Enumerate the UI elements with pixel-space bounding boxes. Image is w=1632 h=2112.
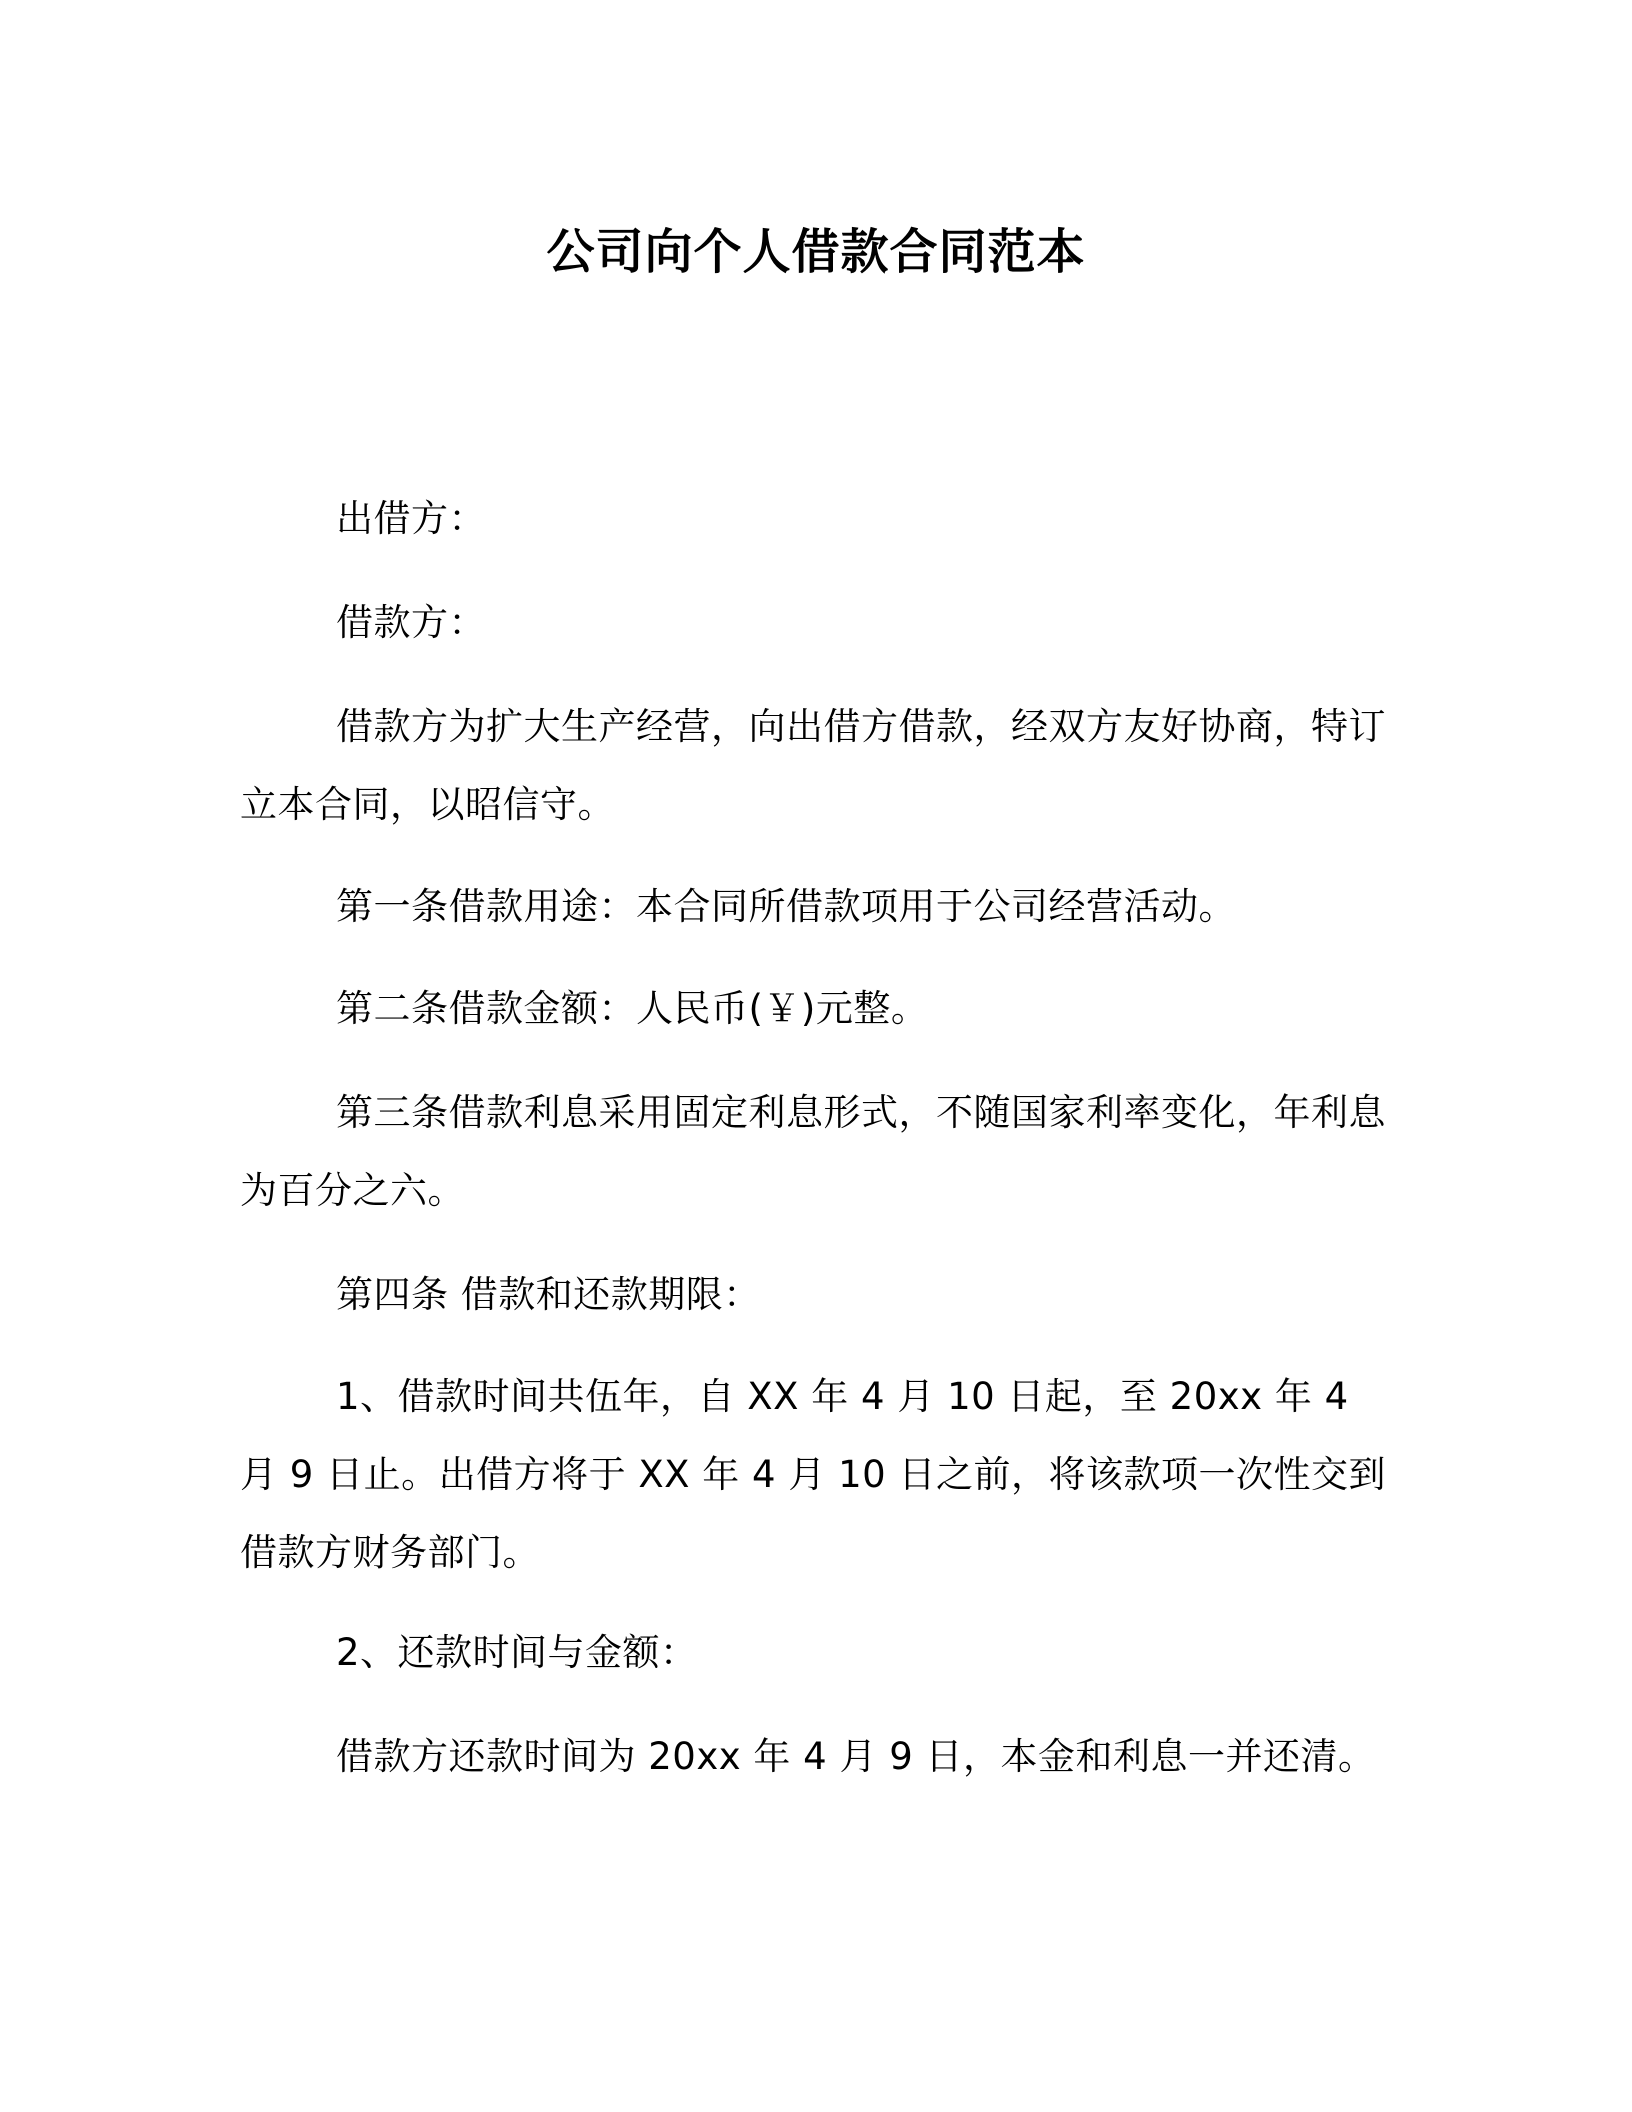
repayment-paragraph: 借款方还款时间为 20xx 年 4 月 9 日，本金和利息一并还清。 [336,1735,1376,1778]
lender-line: 出借方： [336,497,486,540]
borrower-line: 借款方： [336,601,486,644]
article-4-item-1: 1、借款时间共伍年，自 XX 年 4 月 10 日起，至 20xx 年 4 月 9 日止。出借方将于 XX 年 4 月 10 日之前，将该款项一次性交到借款方财务部门。 [240,1375,1386,1574]
document-title: 公司向个人借款合同范本 [546,224,1086,280]
article-1-paragraph: 第一条借款用途：本合同所借款项用于公司经营活动。 [336,885,1236,928]
article-4-item-2-heading: 2、还款时间与金额： [336,1631,698,1674]
article-4-heading: 第四条 借款和还款期限： [336,1273,761,1316]
article-3-paragraph: 第三条借款利息采用固定利息形式，不随国家利率变化，年利息为百分之六。 [240,1091,1386,1212]
preamble-paragraph: 借款方为扩大生产经营，向出借方借款，经双方友好协商，特订立本合同，以昭信守。 [240,705,1386,826]
article-2-paragraph: 第二条借款金额：人民币(￥)元整。 [336,987,929,1030]
